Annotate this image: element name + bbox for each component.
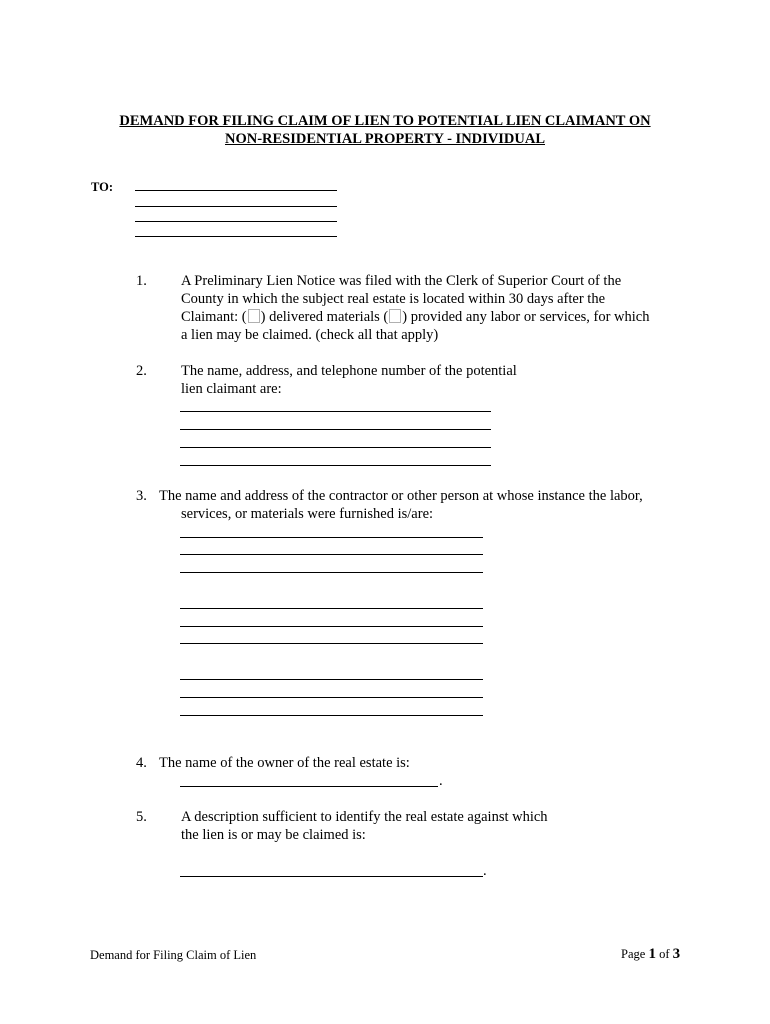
item-4-line-1: The name of the owner of the real estate is: [159, 755, 410, 771]
item-3-number: 3. [136, 488, 147, 504]
to-line-3[interactable] [135, 221, 337, 222]
item-2-line-2: lien claimant are: [181, 381, 282, 397]
document-title-line-2: NON-RESIDENTIAL PROPERTY - INDIVIDUAL [224, 131, 545, 147]
item-4-number: 4. [136, 755, 147, 771]
contractor-line-7[interactable] [180, 679, 483, 680]
claimant-line-2[interactable] [180, 429, 491, 430]
contractor-line-1[interactable] [180, 537, 483, 538]
item-1-line-2: County in which the subject real estate is located within 30 days after the [181, 291, 606, 307]
footer-page-total: 3 [672, 946, 681, 962]
contractor-line-3[interactable] [180, 572, 483, 573]
contractor-line-8[interactable] [180, 697, 483, 698]
footer-page-current: 1 [648, 946, 656, 962]
provided-labor-checkbox[interactable] [389, 309, 401, 323]
item-4-period: . [439, 773, 443, 789]
to-line-4[interactable] [135, 236, 337, 237]
contractor-line-2[interactable] [180, 554, 483, 555]
claimant-line-1[interactable] [180, 411, 491, 412]
document-title-line-1: DEMAND FOR FILING CLAIM OF LIEN TO POTENTIAL LIEN CLAIMANT ON [119, 113, 651, 129]
item-1-line-1: A Preliminary Lien Notice was filed with the Clerk of Superior Court of the [181, 273, 622, 289]
footer-page-indicator [621, 946, 680, 963]
claimant-line-4[interactable] [180, 465, 491, 466]
item-3-line-2: services, or materials were furnished is/are: [181, 506, 434, 522]
item-1-line-3-c: ) provided any labor or services, for which [402, 309, 650, 325]
to-line-1[interactable] [135, 190, 337, 191]
to-line-2[interactable] [135, 206, 337, 207]
contractor-line-4[interactable] [180, 608, 483, 609]
delivered-materials-checkbox[interactable] [248, 309, 260, 323]
item-5-line-1: A description sufficient to identify the real estate against which [181, 809, 548, 825]
footer-page-word: Page [621, 947, 646, 961]
item-2-number: 2. [136, 363, 147, 379]
item-1-line-3-b: ) delivered materials ( [260, 309, 389, 325]
footer-document-name: Demand for Filing Claim of Lien [90, 948, 257, 962]
contractor-line-5[interactable] [180, 626, 483, 627]
item-2-line-1: The name, address, and telephone number of the potential [181, 363, 517, 379]
contractor-line-9[interactable] [180, 715, 483, 716]
footer-of-word: of [659, 947, 670, 961]
item-1-line-3 [181, 308, 650, 326]
claimant-line-3[interactable] [180, 447, 491, 448]
item-1-line-4: a lien may be claimed. (check all that apply) [181, 327, 439, 343]
item-5-period: . [483, 863, 487, 879]
item-1-line-3-a: Claimant: ( [181, 309, 247, 325]
item-5-line-2: the lien is or may be claimed is: [181, 827, 366, 843]
item-5-number: 5. [136, 809, 147, 825]
item-1-number: 1. [136, 273, 147, 289]
to-label: TO: [91, 180, 113, 194]
item-3-line-1: The name and address of the contractor or other person at whose instance the labor, [159, 488, 643, 504]
property-description-line[interactable] [180, 876, 483, 877]
owner-name-line[interactable] [180, 786, 438, 787]
contractor-line-6[interactable] [180, 643, 483, 644]
